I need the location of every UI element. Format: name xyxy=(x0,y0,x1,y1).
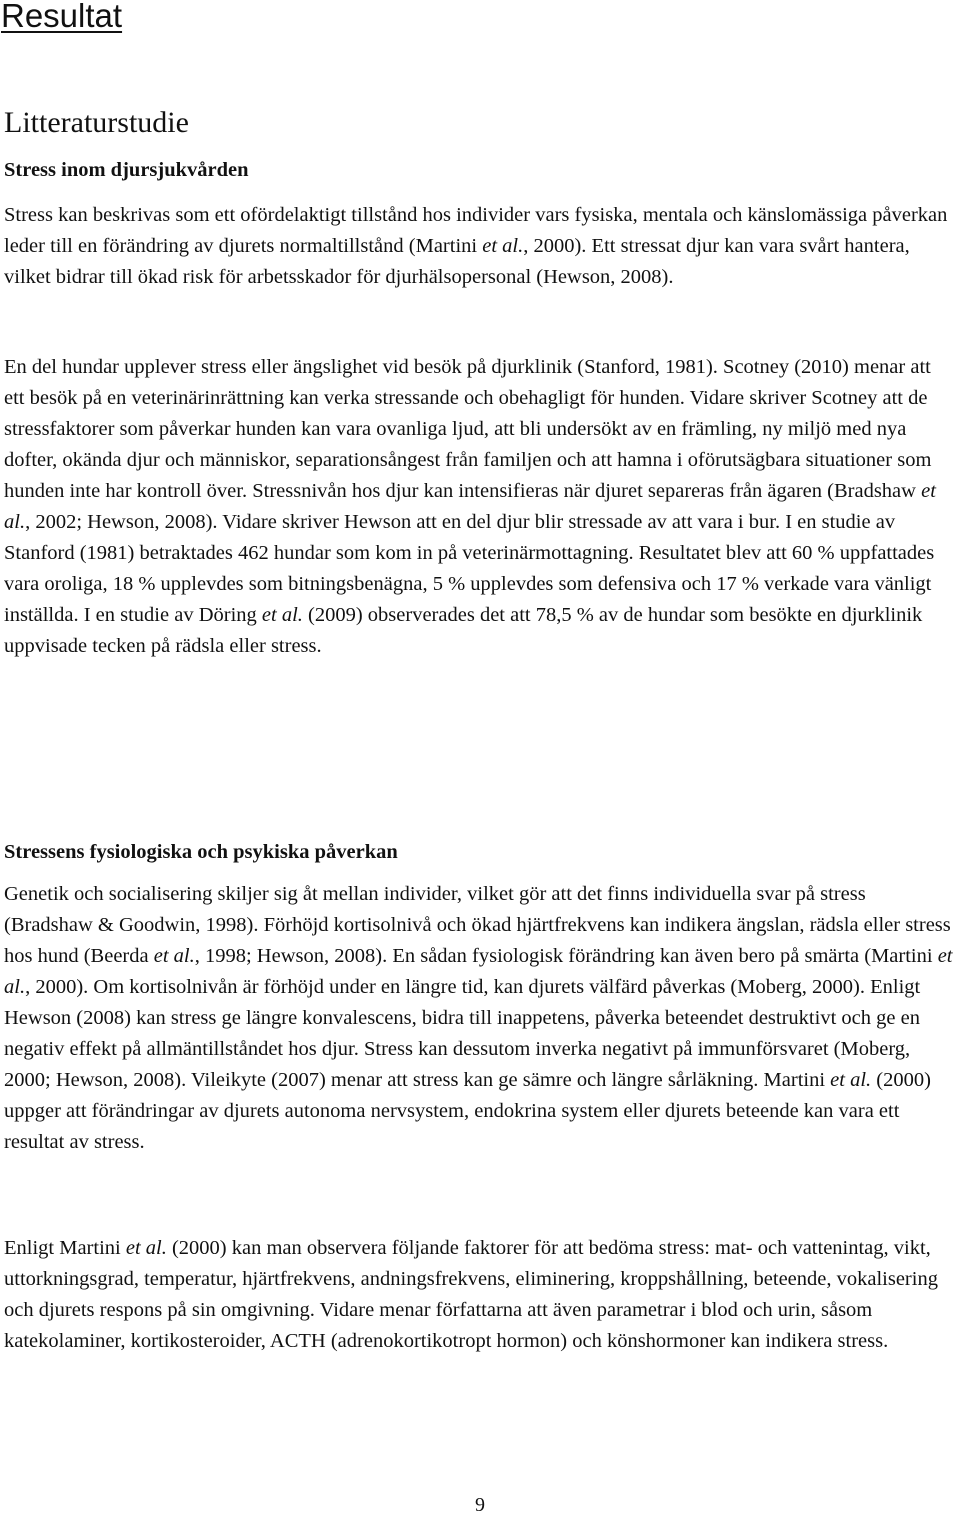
citation-et-al: et al. xyxy=(125,1237,167,1259)
subsection-stress-in-veterinary-care xyxy=(4,157,956,183)
paragraph-1 xyxy=(4,200,956,293)
citation-et-al: et al. xyxy=(153,945,195,967)
paragraph-text: Genetik och socialisering skiljer sig åt mellan individer, vilket gör att det finns individuella svar på stress (Bradshaw & Goodwin, 1998). Förhöjd kortisolnivå och ökad hjärtfrekvens kan indikera ängslan, rädsla eller stress hos hund (Beerda et al., 1998; Hewson, 2008). En sådan fysiologisk förändring kan även bero på smärta (Martini et al., 2000). Om kortisolnivån är förhöjd under en längre tid, kan djurets välfärd påverkas (Moberg, 2000). Enligt Hewson (2008) kan stress ge längre konvalescens, bidra till inappetens, påverka beteendet destruktivt och ge en negativ effekt på allmäntillståndet hos djur. Stress kan dessutom inverka negativt på immunförsvaret (Moberg, 2000; Hewson, 2008). Vileikyte (2007) menar att stress kan ge sämre och längre sårläkning. Martini et al. (2000) uppger att förändringar av djurets autonoma nervsystem, endokrina system eller djurets beteende kan vara ett resultat av stress. xyxy=(4,883,953,1153)
citation-et-al: et al. xyxy=(830,1069,872,1091)
citation-et-al: et al. xyxy=(261,604,303,626)
subsection-heading: Stressens fysiologiska och psykiska påverkan xyxy=(4,841,398,863)
subsection-heading: Stress inom djursjukvården xyxy=(4,159,249,181)
page-number: 9 xyxy=(475,1494,485,1516)
paragraph-2 xyxy=(4,352,956,662)
citation-et-al: et al. xyxy=(4,480,936,533)
paragraph-text: Enligt Martini et al. (2000) kan man observera följande faktorer för att bedöma stress: mat- och vattenintag, vikt, uttorkningsgrad, temperatur, hjärtfrekvens, andningsfrekvens, eliminering, kroppshållning, beteende, vokalisering och djurets respons på sin omgivning. Vidare menar författarna att även parametrar i blod och urin, såsom katekolaminer, kortikosteroider, ACTH (adrenokortikotropt hormon) och könshormoner kan indikera stress. xyxy=(4,1237,938,1352)
section-title: Litteraturstudie xyxy=(4,106,189,139)
paragraph-text: En del hundar upplever stress eller ängslighet vid besök på djurklinik (Stanford, 1981). Scotney (2010) menar att ett besök på en veterinärinrättning kan verka stressande och obehagligt för hunden. Vidare skriver Scotney att de stressfaktorer som påverkar hunden kan vara ovanliga ljud, att bli undersökt av en främling, ny miljö med nya dofter, okända djur och människor, separationsångest från familjen och att hamna i oförutsägbara situationer som hunden inte har kontroll över. Stressnivån hos djur kan intensifieras när djuret separeras från ägaren (Bradshaw et al., 2002; Hewson, 2008). Vidare skriver Hewson att en del djur blir stressade av att vara i bur. I en studie av Stanford (1981) betraktades 462 hundar som kom in på veterinärmottagning. Resultatet blev att 60 % uppfattades vara oroliga, 18 % upplevdes som bitningsbenägna, 5 % upplevdes som defensiva och 17 % verkade vara vänligt inställda. I en studie av Döring et al. (2009) observerades det att 78,5 % av de hundar som besökte en djurklinik uppvisade tecken på rädsla eller stress. xyxy=(4,356,936,657)
subsection-physiological-psychological-effects xyxy=(4,839,956,865)
chapter-title: Resultat xyxy=(1,0,123,34)
paragraph-text: Stress kan beskrivas som ett ofördelaktigt tillstånd hos individer vars fysiska, mentala och känslomässiga påverkan leder till en förändring av djurets normaltillstånd (Martini et al., 2000). Ett stressat djur kan vara svårt hantera, vilket bidrar till ökad risk för arbetsskador för djurhälsopersonal (Hewson, 2008). xyxy=(4,204,948,288)
citation-et-al: et al. xyxy=(4,945,953,998)
paragraph-4 xyxy=(4,1233,956,1357)
citation-et-al: et al. xyxy=(482,235,524,257)
paragraph-3 xyxy=(4,879,956,1158)
